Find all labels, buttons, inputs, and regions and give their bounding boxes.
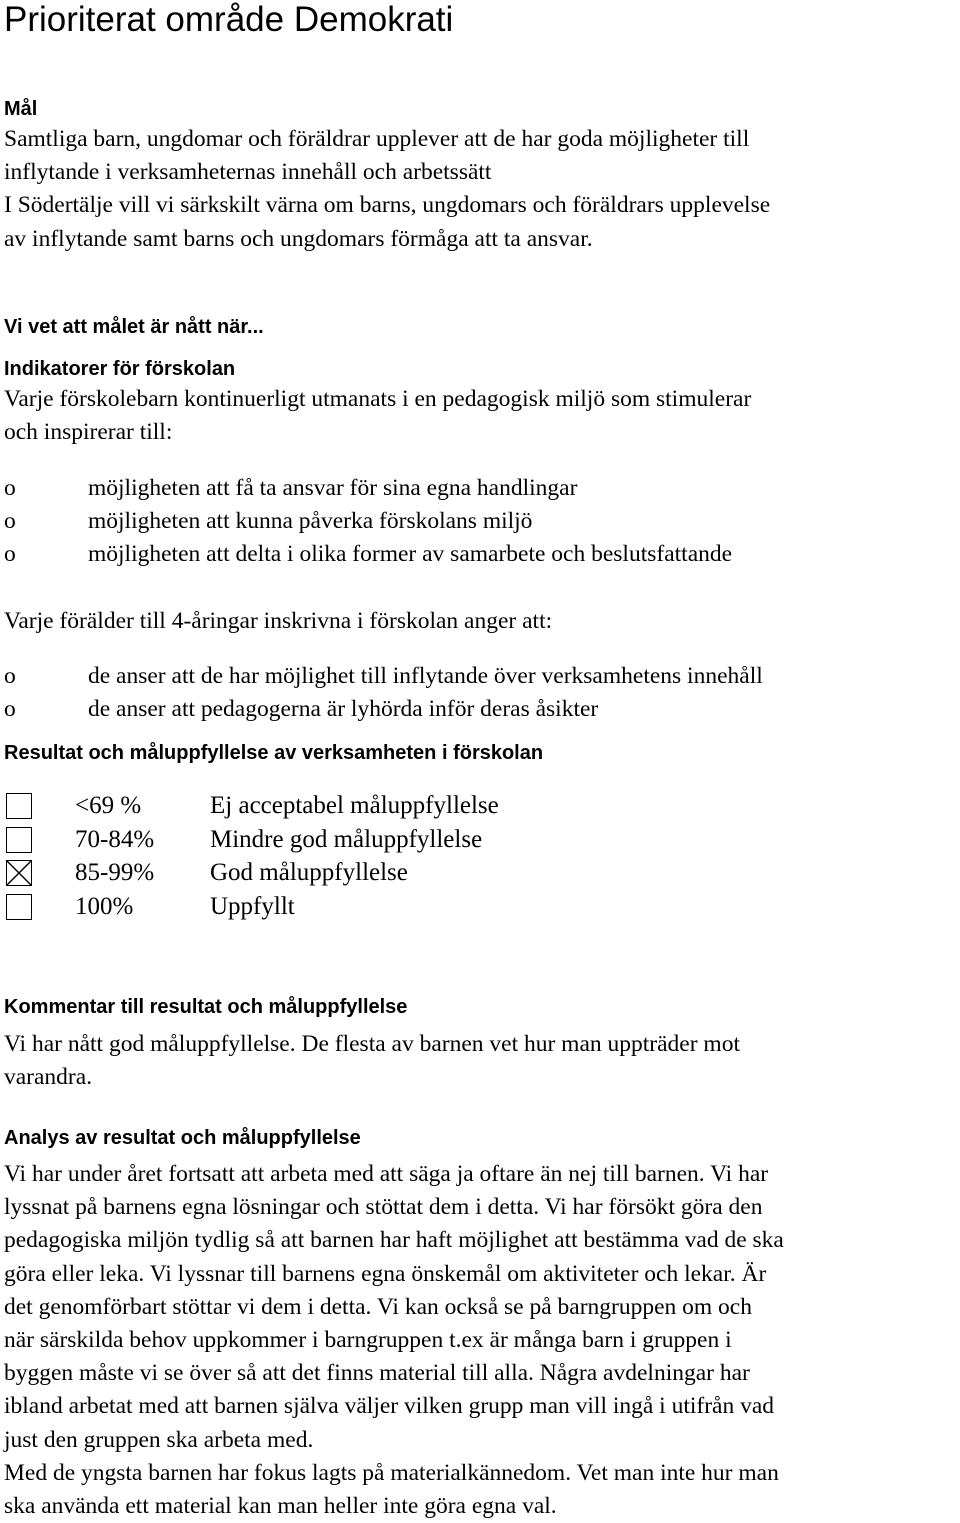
scale-label: God måluppfyllelse [210, 859, 408, 886]
analys-line: pedagogiska miljön tydlig så att barnen har haft möjlighet att bestämma vad de ska [4, 1227, 784, 1254]
check-x-icon [7, 861, 31, 885]
kommentar-line: Vi har nått god måluppfyllelse. De flesta av barnen vet hur man uppträder mot [4, 1031, 740, 1057]
analys-line: Med de yngsta barnen har fokus lagts på materialkännedom. Vet man inte hur man [4, 1459, 779, 1486]
list-item [4, 472, 956, 505]
list-item [4, 538, 956, 571]
parent-indicator-list [4, 660, 956, 726]
checkbox[interactable] [6, 793, 32, 819]
list-item-text: de anser att pedagogerna är lyhörda inför deras åsikter [88, 696, 599, 722]
mal-line: I Södertälje vill vi särkskilt värna om barns, ungdomars och föräldrars upplevelse [4, 192, 771, 219]
scale-range: 85-99% [75, 859, 155, 886]
kommentar-line: varandra. [4, 1064, 93, 1091]
bullet-mark: o [4, 696, 16, 722]
checkbox[interactable] [6, 894, 32, 920]
child-indicator-list [4, 472, 956, 571]
analys-line: det genomförbart stöttar vi dem i detta. Vi kan också se på barngruppen om och [4, 1293, 752, 1320]
analys-line: ska använda ett material kan man heller inte göra egna val. [4, 1493, 557, 1520]
mal-paragraph [4, 123, 956, 256]
bullet-mark: o [4, 663, 16, 689]
checkbox-checked[interactable] [6, 860, 32, 886]
list-item-text: möjligheten att delta i olika former av samarbete och beslutsfattande [88, 541, 733, 567]
checkbox[interactable] [6, 827, 32, 853]
list-item [4, 505, 956, 538]
scale-range: 100% [75, 892, 134, 920]
list-item-text: möjligheten att kunna påverka förskolans miljö [88, 508, 533, 534]
mal-line: Samtliga barn, ungdomar och föräldrar upplever att de har goda möjligheter till [4, 126, 750, 152]
analys-line: byggen måste vi se över så att det finns material till alla. Några avdelningar har [4, 1360, 750, 1387]
kommentar-heading: Kommentar till resultat och måluppfyllelse [4, 996, 408, 1018]
vivet-heading: Vi vet att målet är nått när... [4, 316, 264, 338]
list-item [4, 660, 956, 693]
bullet-mark: o [4, 475, 16, 501]
analys-line: Vi har under året fortsatt att arbeta med att säga ja oftare än nej till barnen. Vi har [4, 1161, 769, 1187]
resultat-heading: Resultat och måluppfyllelse av verksamheten i förskolan [4, 742, 544, 764]
indikatorer-intro-line: och inspirerar till: [4, 419, 173, 446]
parent-intro [4, 605, 956, 638]
mal-line: av inflytande samt barns och ungdomars förmåga att ta ansvar. [4, 225, 593, 252]
analys-paragraph [4, 1158, 956, 1523]
list-item-text: möjligheten att få ta ansvar för sina egna handlingar [88, 475, 578, 501]
scale-label: Uppfyllt [210, 892, 295, 920]
mal-heading: Mål [4, 98, 38, 120]
scale-range: 70-84% [75, 825, 155, 853]
indikatorer-intro [4, 383, 956, 449]
bullet-mark: o [4, 508, 16, 534]
page-title: Prioriterat område Demokrati [4, 0, 454, 39]
scale-range: <69 % [75, 792, 142, 819]
list-item-text: de anser att de har möjlighet till inflytande över verksamhetens innehåll [88, 663, 763, 689]
bullet-mark: o [4, 541, 16, 567]
parent-intro-line: Varje förälder till 4-åringar inskrivna i förskolan anger att: [4, 608, 553, 634]
analys-line: just den gruppen ska arbeta med. [4, 1426, 314, 1453]
indikatorer-intro-line: Varje förskolebarn kontinuerligt utmanats i en pedagogisk miljö som stimulerar [4, 386, 752, 412]
analys-line: göra eller leka. Vi lyssnar till barnens egna önskemål om aktiviteter och lekar. Är [4, 1260, 767, 1287]
analys-line: ibland arbetat med att barnen själva väljer vilken grupp man vill ingå i utifrån vad [4, 1393, 775, 1420]
analys-line: lyssnat på barnens egna lösningar och stöttat dem i detta. Vi har försökt göra den [4, 1194, 763, 1221]
analys-heading: Analys av resultat och måluppfyllelse [4, 1127, 361, 1149]
list-item [4, 693, 956, 726]
mal-line: inflytande i verksamheternas innehåll och arbetssätt [4, 159, 492, 186]
scale-label: Ej acceptabel måluppfyllelse [210, 792, 499, 819]
scale-label: Mindre god måluppfyllelse [210, 825, 483, 853]
kommentar-paragraph [4, 1028, 956, 1094]
analys-line: när särskilda behov uppkommer i barngruppen t.ex är många barn i gruppen i [4, 1327, 732, 1354]
indikatorer-heading: Indikatorer för förskolan [4, 358, 236, 380]
